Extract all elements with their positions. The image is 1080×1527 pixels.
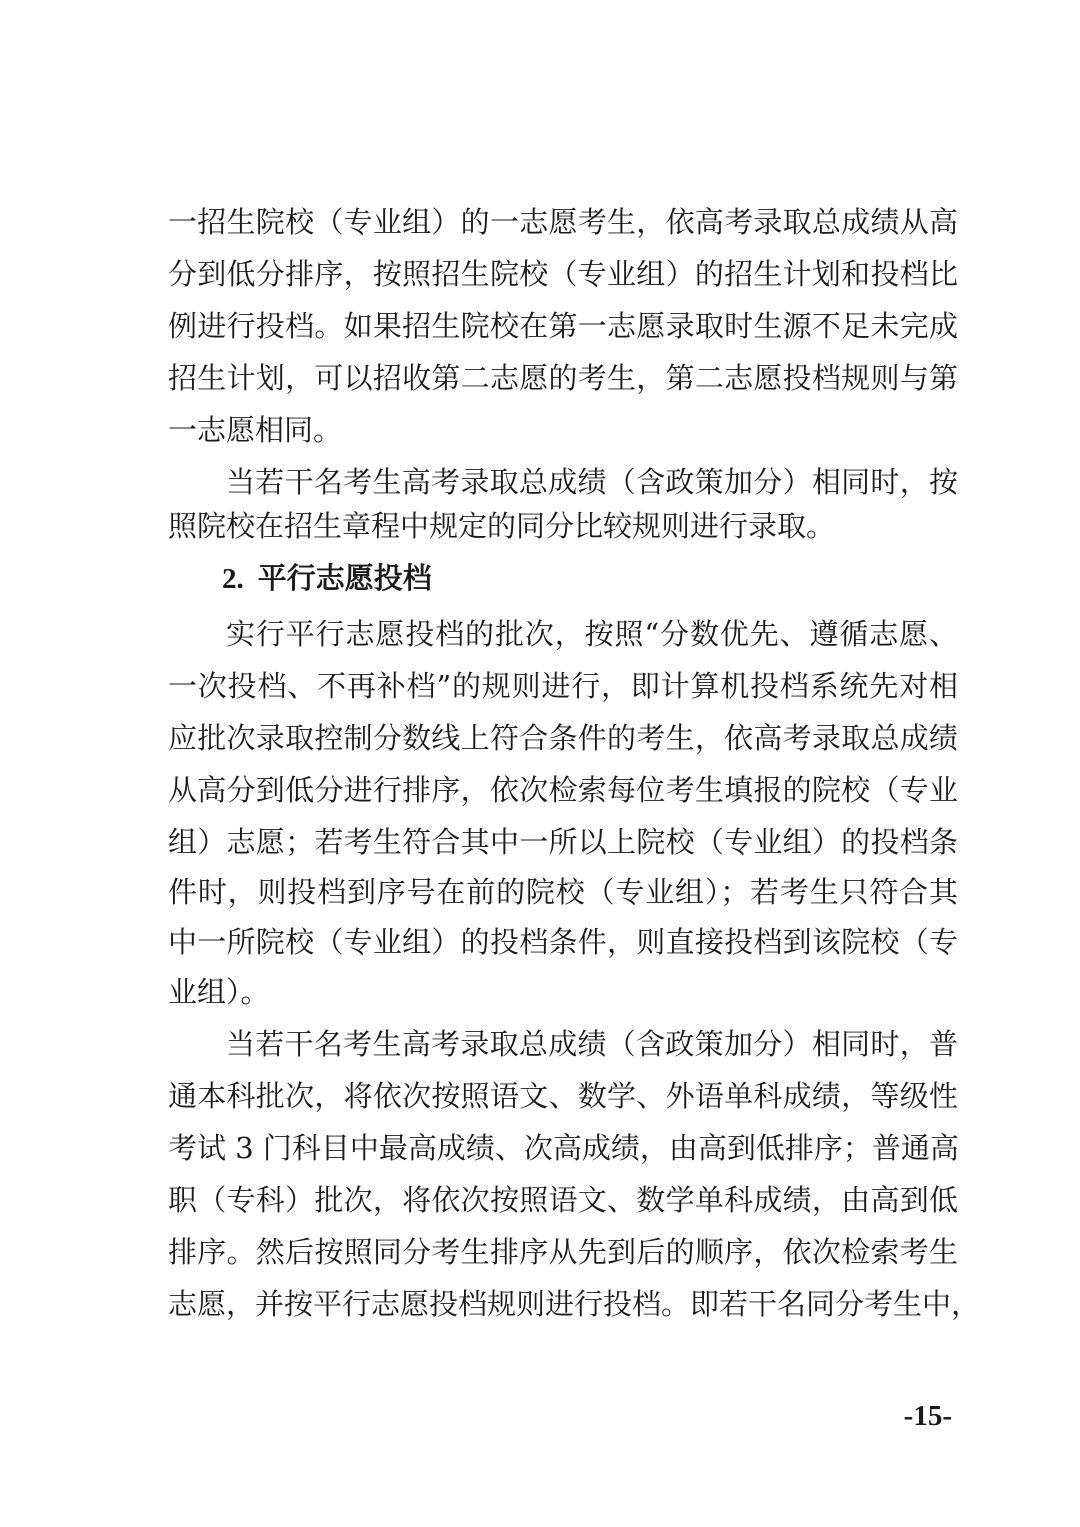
body-text-line: 当若干名考生高考录取总成绩（含政策加分）相同时，普 <box>226 1027 958 1061</box>
body-text-line: 志愿，并按平行志愿投档规则进行投档。即若干名同分考生中， <box>168 1287 981 1321</box>
body-text-line: 组）志愿；若考生符合其中一所以上院校（专业组）的投档条 <box>168 825 958 859</box>
body-text-line: 件时，则投档到序号在前的院校（专业组）；若考生只符合其 <box>168 875 958 909</box>
body-text-line: 应批次录取控制分数线上符合条件的考生，依高考录取总成绩 <box>168 721 958 755</box>
body-text-line: 例进行投档。如果招生院校在第一志愿录取时生源不足未完成 <box>168 309 958 343</box>
body-text-line: 中一所院校（专业组）的投档条件，则直接投档到该院校（专 <box>168 925 958 959</box>
body-text-line: 一次投档、不再补档”的规则进行，即计算机投档系统先对相 <box>168 669 958 703</box>
body-text-line: 职（专科）批次，将依次按照语文、数学单科成绩，由高到低 <box>168 1183 958 1217</box>
section-number: 2. <box>222 563 244 595</box>
section-title: 平行志愿投档 <box>257 561 432 595</box>
body-text-line: 业组）。 <box>168 975 270 1009</box>
body-text-line: 当若干名考生高考录取总成绩（含政策加分）相同时，按 <box>226 465 958 499</box>
body-text-line: 一招生院校（专业组）的一志愿考生，依高考录取总成绩从高 <box>168 205 958 239</box>
body-text-line: 照院校在招生章程中规定的同分比较规则进行录取。 <box>168 509 836 543</box>
body-text-line: 一志愿相同。 <box>168 413 343 447</box>
body-text-line: 实行平行志愿投档的批次，按照“分数优先、遵循志愿、 <box>226 617 958 651</box>
body-text-line: 招生计划，可以招收第二志愿的考生，第二志愿投档规则与第 <box>168 361 958 395</box>
body-text-line: 通本科批次，将依次按照语文、数学、外语单科成绩，等级性 <box>168 1079 958 1113</box>
section-heading <box>222 552 432 605</box>
body-text-line: 分到低分排序，按照招生院校（专业组）的招生计划和投档比 <box>168 257 958 291</box>
body-text-line: 排序。然后按照同分考生排序从先到后的顺序，依次检索考生 <box>168 1235 958 1269</box>
body-text-line: 从高分到低分进行排序，依次检索每位考生填报的院校（专业 <box>168 773 958 807</box>
page-number: -15- <box>903 1400 952 1432</box>
body-text-line: 考试 3 门科目中最高成绩、次高成绩，由高到低排序；普通高 <box>168 1131 959 1165</box>
